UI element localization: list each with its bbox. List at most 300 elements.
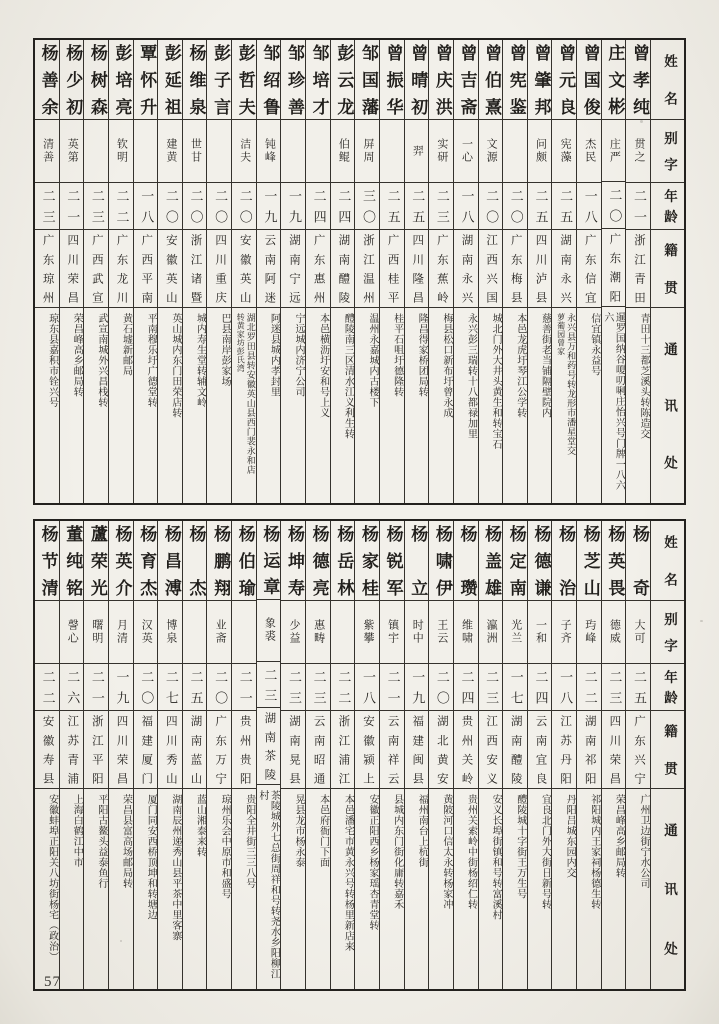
- age-cell: 一九: [405, 664, 429, 711]
- courtesy-name-cell: 月清: [109, 601, 133, 664]
- address-text: 宜良北门外大街日新号转: [539, 794, 551, 910]
- header-address-label: 通讯处: [662, 342, 677, 469]
- address-text: 琼东县嘉积市铨兴号: [46, 313, 58, 408]
- courtesy-name-cell: 清善: [35, 120, 59, 183]
- age-cell: 二三: [479, 664, 503, 711]
- native-place-cell: 湖南永兴: [552, 230, 576, 308]
- courtesy-name-cell: 宪藻: [552, 120, 576, 183]
- address-text: 安徽蚌埠正阳关八坊街杨宅（政治）: [46, 794, 58, 962]
- courtesy-name-cell: 镇宇: [380, 601, 404, 664]
- entry-column: [478, 40, 503, 503]
- age-cell: 一八: [454, 183, 478, 230]
- native-place-cell: 安徽寿县: [35, 711, 59, 789]
- address-text: 武宣南城外兴昌栈转: [95, 313, 107, 408]
- address-cell: [503, 308, 527, 503]
- page-number: 57: [44, 974, 61, 990]
- name-cell: 杨少初: [60, 40, 84, 120]
- address-text: 广州卫边街宁水公司: [638, 794, 649, 889]
- native-place-cell: 湖南蓝山: [183, 711, 207, 789]
- address-cell: [552, 308, 576, 503]
- courtesy-name-cell: 钦明: [109, 120, 133, 183]
- address-cell: [134, 308, 158, 503]
- address-text: 平阳古鳌头益泰鱼行: [95, 794, 107, 889]
- address-text: 安徽正阳西乡杨家瑶杏青堂转: [366, 794, 378, 931]
- address-text: 信宜镇永益号: [588, 313, 600, 376]
- courtesy-name-cell: [281, 120, 305, 183]
- age-cell: 二一: [626, 183, 650, 230]
- address-text: 厦门同安西桥顶坤和转塘边: [145, 794, 157, 920]
- courtesy-name-cell: [183, 601, 207, 664]
- entry-column: [305, 40, 330, 503]
- name-cell: 杨育杰: [134, 521, 158, 601]
- native-place-cell: 福建厦门: [134, 711, 158, 789]
- native-place-cell: 云南阿迷: [257, 230, 281, 308]
- directory-table-top: [33, 38, 686, 505]
- entry-column: [330, 40, 355, 503]
- name-cell: 彭培亮: [109, 40, 133, 120]
- name-cell: 杨运章: [257, 521, 281, 600]
- native-place-cell: 湖南醴陵: [331, 230, 355, 308]
- entry-column: [280, 521, 305, 989]
- native-place-cell: 江西兴国: [479, 230, 503, 308]
- native-place-cell: 湖南永兴: [454, 230, 478, 308]
- name-cell: 杨锐军: [380, 521, 404, 601]
- courtesy-name-cell: [35, 601, 59, 664]
- age-cell: 二一: [232, 664, 256, 711]
- courtesy-name-cell: 伯鲲: [331, 120, 355, 183]
- name-cell: 庄文彬: [602, 40, 626, 120]
- name-cell: 杨治: [552, 521, 576, 601]
- entry-column: [157, 521, 182, 989]
- entry-column: [527, 40, 552, 503]
- native-place-cell: 安徽颍上: [355, 711, 379, 789]
- address-cell: [84, 308, 108, 503]
- entry-column: [157, 40, 182, 503]
- address-cell: [257, 308, 281, 503]
- address-text: 黄石墟新邮局: [120, 313, 132, 376]
- courtesy-name-cell: 汉英: [134, 601, 158, 664]
- age-cell: 二一: [60, 183, 84, 230]
- age-cell: 二〇: [232, 183, 256, 230]
- native-place-cell: 四川泸县: [528, 230, 552, 308]
- age-cell: 二三: [306, 664, 330, 711]
- name-cell: 杨英畏: [602, 521, 626, 601]
- address-cell: [380, 789, 404, 989]
- entry-column: [354, 40, 379, 503]
- entry-column: [59, 521, 84, 989]
- address-cell: [232, 308, 256, 503]
- address-cell: [158, 789, 182, 989]
- native-place-cell: 四川荣昌: [60, 230, 84, 308]
- address-cell: [429, 789, 453, 989]
- courtesy-name-cell: 维啸: [454, 601, 478, 664]
- address-secondary-text: 萝葡园曾家: [556, 313, 566, 356]
- courtesy-name-cell: [232, 601, 256, 664]
- age-cell: 三〇: [355, 183, 379, 230]
- header-native-place-label: 籍贯: [651, 711, 684, 789]
- courtesy-name-cell: [84, 120, 108, 183]
- name-cell: 杨定南: [503, 521, 527, 601]
- name-cell: 覃怀升: [134, 40, 158, 120]
- address-text: 晃县龙市杨永泰: [293, 794, 305, 868]
- age-cell: 二五: [626, 664, 650, 711]
- name-cell: 杨家桂: [355, 521, 379, 601]
- age-cell: 二二: [577, 664, 601, 711]
- name-cell: 杨维泉: [183, 40, 207, 120]
- header-column: [650, 40, 684, 503]
- name-cell: 曾肇邦: [528, 40, 552, 120]
- courtesy-name-cell: 钝峰: [257, 120, 281, 183]
- entry-column: [108, 521, 133, 989]
- entry-column: [354, 521, 379, 989]
- entry-column: [453, 521, 478, 989]
- age-cell: 二〇: [207, 183, 231, 230]
- header-age-label: 年龄: [651, 664, 684, 711]
- address-text: 荣昌县富高场邮局转: [120, 794, 132, 889]
- entry-column: [404, 521, 429, 989]
- name-cell: 邹培才: [306, 40, 330, 120]
- name-cell: 杨杰: [183, 521, 207, 601]
- entry-column: [182, 40, 207, 503]
- entry-column: [625, 521, 650, 989]
- address-cell: [60, 789, 84, 989]
- courtesy-name-cell: [503, 120, 527, 183]
- native-place-cell: 湖南醴陵: [503, 711, 527, 789]
- age-cell: 二三: [257, 662, 281, 708]
- entry-column: [478, 521, 503, 989]
- address-cell: [479, 789, 503, 989]
- address-text: 县城内东门街化庸转嘉禾: [391, 794, 403, 910]
- native-place-cell: 浙江浦江: [331, 711, 355, 789]
- courtesy-name-cell: [331, 601, 355, 664]
- name-cell: 杨瓒: [454, 521, 478, 601]
- courtesy-name-cell: 实研: [429, 120, 453, 183]
- courtesy-name-cell: 玙峰: [577, 601, 601, 664]
- name-cell: 邹珍善: [281, 40, 305, 120]
- name-cell: 彭哲夫: [232, 40, 256, 120]
- native-place-cell: 广东蕉岭: [429, 230, 453, 308]
- entry-column: [576, 40, 601, 503]
- native-place-cell: 广西桂平: [380, 230, 404, 308]
- name-cell: 杨善余: [35, 40, 59, 120]
- courtesy-name-cell: 光兰: [503, 601, 527, 664]
- address-cell: [35, 789, 59, 989]
- courtesy-name-cell: [134, 120, 158, 183]
- entry-column: [108, 40, 133, 503]
- address-text: 平南穆乐圩广德堂转: [145, 313, 157, 408]
- native-place-cell: 安徽英山: [232, 230, 256, 308]
- address-cell: [503, 789, 527, 989]
- entry-column: [133, 40, 158, 503]
- entry-column: [601, 40, 626, 503]
- address-text: 永兴彭三瑞转十八都禄加里: [465, 313, 477, 439]
- address-text: 贵阳全井街三三八号: [243, 794, 255, 889]
- address-cell: [183, 789, 207, 989]
- address-cell: [60, 308, 84, 503]
- courtesy-name-cell: 瀛洲: [479, 601, 503, 664]
- address-text: 蓝山湘泰来转: [194, 794, 206, 857]
- native-place-cell: 广东龙川: [109, 230, 133, 308]
- native-place-cell: 湖南宁远: [281, 230, 305, 308]
- name-cell: 杨德谦: [528, 521, 552, 601]
- age-cell: 二〇: [602, 182, 626, 229]
- address-text: 茶陵城外七总街周祥和号转尧水乡阳柳江村: [256, 789, 280, 979]
- entry-column: [551, 40, 576, 503]
- native-place-cell: 湖北黄安: [429, 711, 453, 789]
- address-cell: [626, 308, 650, 503]
- age-cell: 二〇: [158, 183, 182, 230]
- entry-column: [35, 521, 59, 989]
- age-cell: 二〇: [183, 183, 207, 230]
- age-cell: 一八: [577, 183, 601, 230]
- courtesy-name-cell: 一心: [454, 120, 478, 183]
- name-cell: 杨德亮: [306, 521, 330, 601]
- address-cell: [84, 789, 108, 989]
- native-place-cell: 广东万宁: [207, 711, 231, 789]
- address-cell: [158, 308, 182, 503]
- address-text: 本邑府衙门下面: [317, 794, 329, 868]
- header-native-place-label: 籍贯: [651, 230, 684, 308]
- address-text: 醴陵南三区清水江义利生转: [342, 313, 354, 439]
- name-cell: 曾振华: [380, 40, 404, 120]
- name-cell: 杨坤寿: [281, 521, 305, 601]
- address-cell: [207, 789, 231, 989]
- courtesy-name-cell: 一和: [528, 601, 552, 664]
- address-text: 本邑横沥圩安和号上义: [317, 313, 329, 418]
- entry-column: [83, 521, 108, 989]
- name-cell: 杨鹏翔: [207, 521, 231, 601]
- courtesy-name-cell: 业斋: [207, 601, 231, 664]
- native-place-cell: 广东潮阳: [602, 229, 626, 307]
- address-text: 阿迷县城内孝封里: [268, 313, 280, 397]
- address-text: 湖北罗田县转安徽英山县西门裴永和店: [245, 313, 256, 475]
- address-cell: [281, 308, 305, 503]
- name-cell: 曾国俊: [577, 40, 601, 120]
- age-cell: 二三: [35, 183, 59, 230]
- entry-column: [379, 40, 404, 503]
- name-cell: 杨芝山: [577, 521, 601, 601]
- name-cell: 曾晴初: [405, 40, 429, 120]
- header-name-label: 姓名: [651, 521, 684, 601]
- address-cell: [109, 308, 133, 503]
- name-cell: 彭子言: [207, 40, 231, 120]
- address-cell: [577, 308, 601, 503]
- scan-speck: [700, 620, 703, 622]
- age-cell: 二三: [602, 664, 626, 711]
- header-address-label: 通讯处: [662, 823, 677, 955]
- age-cell: 二三: [84, 183, 108, 230]
- courtesy-name-cell: 时中: [405, 601, 429, 664]
- address-cell: [134, 789, 158, 989]
- native-place-cell: 广东梅县: [503, 230, 527, 308]
- age-cell: 二三: [281, 664, 305, 711]
- address-text: 琼州乐会中原市和盛号: [219, 794, 231, 899]
- name-cell: 曾孝纯: [626, 40, 650, 120]
- age-cell: 二六: [60, 664, 84, 711]
- entry-column: [527, 521, 552, 989]
- age-cell: 一九: [281, 183, 305, 230]
- address-text: 黄陂河口信太永转杨家冲: [440, 794, 452, 910]
- name-cell: 杨昌溥: [158, 521, 182, 601]
- courtesy-name-cell: [207, 120, 231, 183]
- native-place-cell: 四川隆昌: [405, 230, 429, 308]
- name-cell: 杨奇: [626, 521, 650, 601]
- address-text: 湖南辰州递秀山县平茶中里客寨: [169, 794, 181, 941]
- address-text: 祁阳城内王家祠杨德生转: [588, 794, 600, 910]
- age-cell: 二七: [158, 664, 182, 711]
- native-place-cell: 江苏丹阳: [552, 711, 576, 789]
- address-cell: [306, 308, 330, 503]
- name-cell: 曾吉斋: [454, 40, 478, 120]
- native-place-cell: 广西平南: [134, 230, 158, 308]
- age-cell: 一九: [109, 664, 133, 711]
- address-text: 温州永嘉城内古楼下: [366, 313, 378, 408]
- address-cell: [454, 308, 478, 503]
- age-cell: 一七: [503, 664, 527, 711]
- address-cell: [602, 789, 626, 989]
- courtesy-name-cell: 少益: [281, 601, 305, 664]
- entry-column: [83, 40, 108, 503]
- entry-column: [280, 40, 305, 503]
- name-cell: 曾庆洪: [429, 40, 453, 120]
- courtesy-name-cell: 王云: [429, 601, 453, 664]
- address-text: 荣昌峰高乡邮局转: [71, 313, 83, 397]
- age-cell: 二四: [454, 664, 478, 711]
- native-place-cell: 云南昭通: [306, 711, 330, 789]
- native-place-cell: 广东信宜: [577, 230, 601, 308]
- entry-column: [428, 40, 453, 503]
- courtesy-name-cell: 大可: [626, 601, 650, 664]
- courtesy-name-cell: [306, 120, 330, 183]
- header-age-label: 年龄: [651, 183, 684, 230]
- courtesy-name-cell: 英第: [60, 120, 84, 183]
- age-cell: 二五: [552, 183, 576, 230]
- address-cell: [405, 789, 429, 989]
- courtesy-name-cell: 建黄: [158, 120, 182, 183]
- name-cell: 董纯铭: [60, 521, 84, 601]
- age-cell: 一八: [552, 664, 576, 711]
- name-cell: 彭延祖: [158, 40, 182, 120]
- courtesy-name-cell: 象裘: [257, 600, 281, 662]
- header-column: [650, 521, 684, 989]
- address-text: 本邑龙虎圩琴江公学转: [514, 313, 526, 418]
- age-cell: 二四: [528, 664, 552, 711]
- age-cell: 二五: [528, 183, 552, 230]
- address-cell: [552, 789, 576, 989]
- address-cell: [577, 789, 601, 989]
- address-text: 永兴县万和药号转龙形市潘星堂交: [566, 313, 577, 456]
- entry-column: [502, 521, 527, 989]
- address-secondary-text: 转黄家坊彭氏湾: [236, 313, 246, 373]
- address-cell: [380, 308, 404, 503]
- native-place-cell: 湖南祁阳: [577, 711, 601, 789]
- name-cell: 杨树森: [84, 40, 108, 120]
- scan-speck: [120, 940, 122, 942]
- name-cell: 杨节清: [35, 521, 59, 601]
- address-text: 城内寿生堂转辅文岭: [194, 313, 206, 408]
- age-cell: 一八: [134, 183, 158, 230]
- address-cell: [306, 789, 330, 989]
- courtesy-name-cell: 子齐: [552, 601, 576, 664]
- address-cell: [355, 789, 379, 989]
- address-cell: [405, 308, 429, 503]
- courtesy-name-cell: 贯之: [626, 120, 650, 183]
- entry-column: [256, 521, 281, 989]
- name-cell: 曾伯熹: [479, 40, 503, 120]
- age-cell: 二〇: [207, 664, 231, 711]
- courtesy-name-cell: 文源: [479, 120, 503, 183]
- address-cell: [479, 308, 503, 503]
- address-text: 丹阳吕城东园内交: [564, 794, 576, 878]
- courtesy-name-cell: 博泉: [158, 601, 182, 664]
- native-place-cell: 江苏青浦: [60, 711, 84, 789]
- name-cell: 杨岳林: [331, 521, 355, 601]
- courtesy-name-cell: 世甘: [183, 120, 207, 183]
- courtesy-name-cell: 曙明: [84, 601, 108, 664]
- age-cell: 二二: [109, 183, 133, 230]
- address-text: 巴县南岸彭家场: [219, 313, 231, 387]
- name-cell: 邹绍鲁: [257, 40, 281, 120]
- entry-column: [502, 40, 527, 503]
- courtesy-name-cell: 杰民: [577, 120, 601, 183]
- courtesy-name-cell: 惠畴: [306, 601, 330, 664]
- entry-column: [404, 40, 429, 503]
- age-cell: 二四: [331, 183, 355, 230]
- age-cell: 二二: [331, 664, 355, 711]
- address-cell: [528, 308, 552, 503]
- entry-column: [35, 40, 59, 503]
- native-place-cell: 云南宜良: [528, 711, 552, 789]
- native-place-cell: 广东惠州: [306, 230, 330, 308]
- header-courtesy-name-label: 别字: [651, 120, 684, 183]
- native-place-cell: 浙江青田: [626, 230, 650, 308]
- age-cell: 二〇: [479, 183, 503, 230]
- address-cell: [626, 789, 650, 989]
- address-cell: [232, 789, 256, 989]
- name-cell: 杨伯瑜: [232, 521, 256, 601]
- native-place-cell: 云南祥云: [380, 711, 404, 789]
- entry-column: [601, 521, 626, 989]
- address-cell: [35, 308, 59, 503]
- name-cell: 曾宪鉴: [503, 40, 527, 120]
- address-cell: [454, 789, 478, 989]
- address-cell: [528, 789, 552, 989]
- entry-column: [206, 40, 231, 503]
- native-place-cell: 浙江温州: [355, 230, 379, 308]
- address-text: 梅县松口新布圩曾永成: [440, 313, 452, 418]
- address-cell: [109, 789, 133, 989]
- courtesy-name-cell: 羿: [405, 120, 429, 183]
- entry-column: [428, 521, 453, 989]
- entry-column: [59, 40, 84, 503]
- entry-column: [231, 521, 256, 989]
- name-cell: 邹国藩: [355, 40, 379, 120]
- scan-speck: [640, 120, 643, 123]
- age-cell: 二〇: [429, 664, 453, 711]
- address-text: 慈善街老当铺隔壁院内: [539, 313, 551, 418]
- age-cell: 一九: [257, 183, 281, 230]
- entry-column: [379, 521, 404, 989]
- name-cell: 杨盖雄: [479, 521, 503, 601]
- courtesy-name-cell: 庄严: [602, 120, 626, 183]
- header-name-label: 姓名: [651, 40, 684, 120]
- native-place-cell: 贵州关岭: [454, 711, 478, 789]
- native-place-cell: 四川荣昌: [109, 711, 133, 789]
- native-place-cell: 浙江诸暨: [183, 230, 207, 308]
- native-place-cell: 广东兴宁: [626, 711, 650, 789]
- age-cell: 一八: [355, 664, 379, 711]
- age-cell: 二〇: [503, 183, 527, 230]
